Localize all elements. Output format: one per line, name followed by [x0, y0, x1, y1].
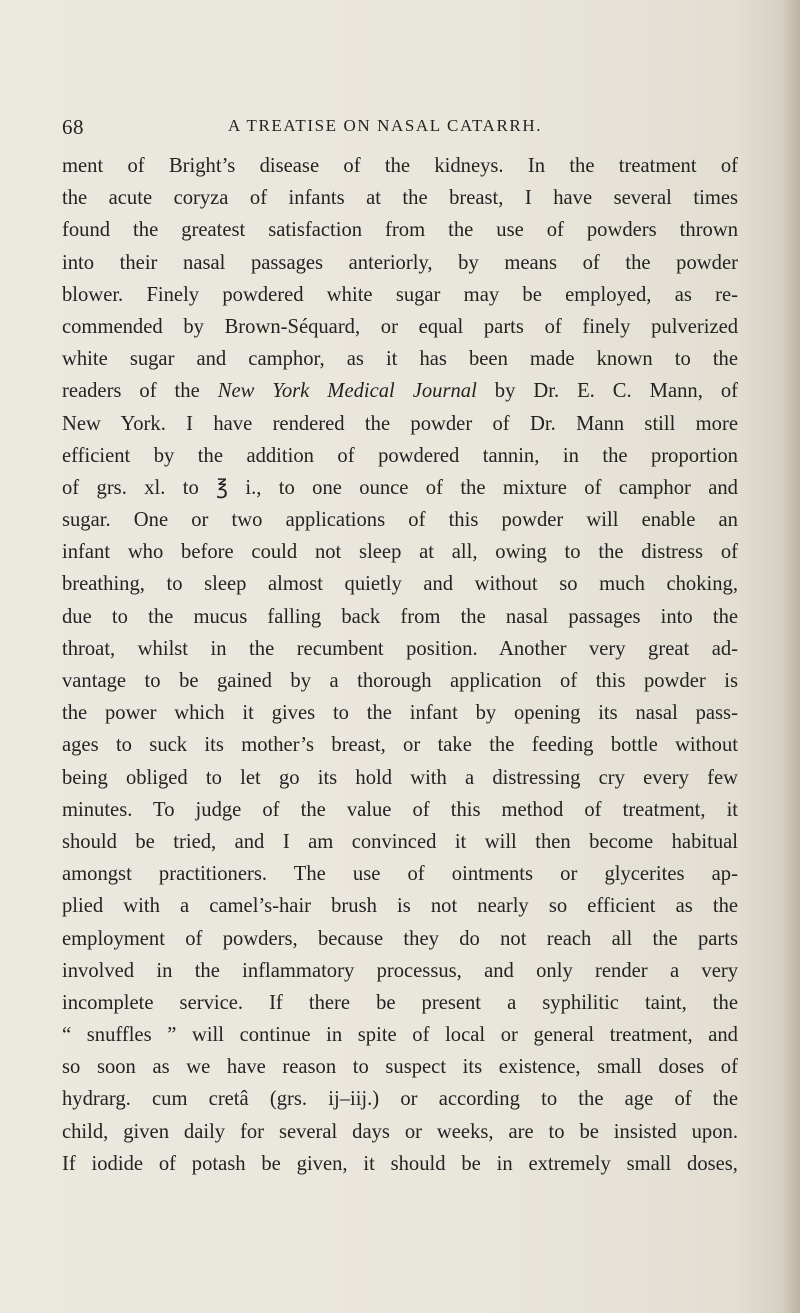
text-line: “ snuffles ” will continue in spite of local or general treatment, and [62, 1024, 738, 1047]
journal-title: New York Medical Journal [217, 380, 477, 403]
text-line: should be tried, and I am convinced it will then become habitual [62, 830, 738, 853]
text-line: incomplete service. If there be present a syphilitic taint, the [62, 991, 738, 1014]
body-text [62, 150, 738, 1180]
running-title: A TREATISE ON NASAL CATARRH. [228, 116, 543, 135]
text-line: employment of powders, because they do not reach all the parts [62, 927, 738, 950]
text-line: so soon as we have reason to suspect its existence, small doses of [62, 1056, 738, 1079]
text-line: the power which it gives to the infant by opening its nasal pass- [62, 702, 738, 725]
text-segment: readers of the [62, 380, 218, 403]
text-line: white sugar and camphor, as it has been made known to the [62, 348, 738, 371]
text-line: throat, whilst in the recumbent position. Another very great ad- [62, 637, 739, 660]
text-line: ages to suck its mother’s breast, or take the feeding bottle without [62, 734, 738, 757]
page-edge-shadow [782, 0, 800, 1313]
text-line: breathing, to sleep almost quietly and without so much choking, [62, 573, 738, 596]
text-line: sugar. One or two applications of this powder will enable an [62, 509, 738, 532]
text-segment: by Dr. E. C. Mann, of [476, 380, 738, 403]
text-line: plied with a camel’s-hair brush is not nearly so efficient as the [62, 895, 739, 918]
text-line: into their nasal passages anteriorly, by means of the powder [62, 251, 738, 274]
text-line: being obliged to let go its hold with a distressing cry every few [62, 766, 738, 789]
text-line: hydrarg. cum cretâ (grs. ij–iij.) or according to the age of the [62, 1088, 738, 1111]
page-header [62, 115, 738, 145]
text-line: amongst practitioners. The use of ointments or glycerites ap- [62, 863, 738, 886]
page-number: 68 [62, 115, 84, 139]
text-line: of grs. xl. to ℥ i., to one ounce of the mixture of camphor and [62, 476, 738, 499]
text-line: ment of Bright’s disease of the kidneys. In the treatment of [62, 155, 739, 177]
text-line: infant who before could not sleep at all, owing to the distress of [62, 541, 739, 564]
text-line: efficient by the addition of powdered tannin, in the proportion [62, 444, 738, 467]
text-line: found the greatest satisfaction from the use of powders thrown [62, 219, 739, 242]
text-line [62, 375, 738, 407]
text-line: commended by Brown-Séquard, or equal parts of finely pulverized [62, 315, 739, 338]
text-line: blower. Finely powdered white sugar may be employed, as re- [62, 283, 738, 306]
text-line: the acute coryza of infants at the breast, I have several times [62, 187, 738, 210]
text-line: due to the mucus falling back from the nasal passages into the [62, 605, 739, 628]
text-line: involved in the inflammatory processus, and only render a very [62, 959, 739, 982]
text-line: child, given daily for several days or weeks, are to be insisted upon. [62, 1120, 738, 1143]
text-line: If iodide of potash be given, it should be in extremely small doses, [62, 1152, 738, 1175]
text-line: minutes. To judge of the value of this method of treatment, it [62, 798, 739, 821]
text-line: vantage to be gained by a thorough application of this powder is [62, 670, 738, 692]
text-line: New York. I have rendered the powder of Dr. Mann still more [62, 412, 738, 435]
